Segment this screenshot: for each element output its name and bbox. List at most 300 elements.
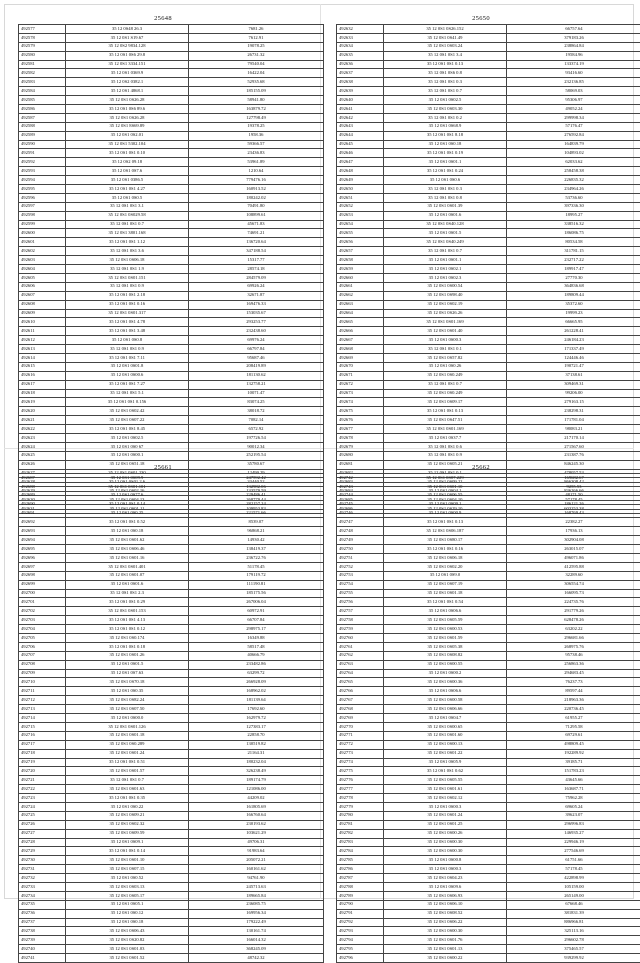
- code-cell: 35 12 0S1 0S40.128: [384, 220, 507, 229]
- table-row: [337, 474, 640, 483]
- value-cell: 53961.89: [189, 158, 324, 167]
- code-cell: 35 12 0S1 0S6 0.8: [384, 69, 507, 78]
- value-cell: 1958.36: [189, 131, 324, 140]
- table-row: [337, 353, 640, 362]
- table-row: [337, 527, 640, 536]
- code-cell: 35 12 0S1 0S02.19: [384, 300, 507, 309]
- table-row: [337, 829, 640, 838]
- table-row: [337, 282, 640, 291]
- code-cell: 35 12 0S2 09.18: [66, 158, 189, 167]
- value-cell: 57178.45: [507, 865, 640, 874]
- table-row: [337, 936, 640, 945]
- point-id-cell: 492656: [337, 238, 384, 247]
- point-id-cell: 492685: [337, 496, 384, 505]
- value-cell: 16349.88: [189, 634, 324, 643]
- code-cell: 35 12 0S1 5302.104: [66, 140, 189, 149]
- code-cell: 35 12 0S1 0S04.23: [384, 874, 507, 883]
- table-row: [337, 113, 640, 122]
- value-cell: 325113.16: [507, 927, 640, 936]
- table-row: [337, 767, 640, 776]
- point-id-cell: 492737: [19, 918, 66, 927]
- code-cell: 35 12 0S1 0S02.5: [384, 96, 507, 105]
- code-cell: 35 12 0S1 0S1 5.1: [66, 389, 189, 398]
- table-row: [19, 309, 324, 318]
- code-cell: 35 12 0S1 0S57.82: [384, 353, 507, 362]
- point-id-cell: 492586: [19, 105, 66, 114]
- code-cell: 35 12 0S1 0S1 4.13: [66, 616, 189, 625]
- table-row: [337, 202, 640, 211]
- point-id-cell: 492764: [337, 669, 384, 678]
- code-cell: 35 12 0S1 0S01.1: [384, 158, 507, 167]
- point-id-cell: 492707: [19, 651, 66, 660]
- point-id-cell: 492746: [337, 509, 384, 518]
- table-row: [337, 954, 640, 963]
- table-row: [19, 185, 324, 194]
- table-row: [337, 273, 640, 282]
- value-cell: 192289.92: [507, 749, 640, 758]
- value-cell: 153035.67: [189, 309, 324, 318]
- value-cell: 15317.77: [189, 256, 324, 265]
- point-id-cell: 492606: [19, 282, 66, 291]
- code-cell: 35 12 0S1 0S1 0.9: [66, 345, 189, 354]
- table-row: [337, 642, 640, 651]
- code-cell: 35 12 0S1 0S1 0.7: [66, 220, 189, 229]
- point-id-cell: 492591: [19, 149, 66, 158]
- value-cell: 94761.90: [189, 874, 324, 883]
- value-cell: 375465.57: [507, 945, 640, 954]
- point-id-cell: 492595: [19, 185, 66, 194]
- code-cell: 35 12 0S1 0S0.26: [384, 362, 507, 371]
- value-cell: 51178.45: [189, 562, 324, 571]
- code-cell: 35 12 0S1 0S1 3.48: [66, 327, 189, 336]
- code-cell: 35 12 0S1 0S1 0.52: [66, 518, 189, 527]
- point-id-cell: 492754: [337, 580, 384, 589]
- value-cell: 26731.32: [189, 51, 324, 60]
- point-id-cell: 492752: [337, 562, 384, 571]
- value-cell: 412595.88: [507, 562, 640, 571]
- code-cell: 35 12 0S1 0S04.7: [384, 714, 507, 723]
- point-id-cell: 492792: [337, 918, 384, 927]
- value-cell: 132982.06: [189, 482, 324, 491]
- code-cell: 35 12 0S1 0S01.62: [66, 536, 189, 545]
- code-cell: 35 12 0S1 0S01.169: [384, 425, 507, 434]
- value-cell: 19378.25: [189, 122, 324, 131]
- value-cell: 22382.27: [507, 518, 640, 527]
- point-id-cell: 492757: [337, 607, 384, 616]
- value-cell: 236085.75: [189, 900, 324, 909]
- value-cell: 229486.41: [189, 491, 324, 500]
- point-id-cell: 492778: [337, 794, 384, 803]
- code-cell: 35 12 0S1 3334.151: [66, 60, 189, 69]
- value-cell: 136720.64: [189, 238, 324, 247]
- point-id-cell: 492744: [337, 491, 384, 500]
- point-id-cell: 492708: [19, 660, 66, 669]
- code-cell: 35 12 0S1 0S05.9: [384, 758, 507, 767]
- table-row: [19, 220, 324, 229]
- code-cell: 35 12 0S1 0S01.6: [384, 211, 507, 220]
- value-cell: 44209.02: [189, 794, 324, 803]
- point-id-cell: 492745: [337, 500, 384, 509]
- value-cell: 232136.85: [507, 78, 640, 87]
- table-row: [337, 336, 640, 345]
- table-row: [19, 291, 324, 300]
- table-row: [337, 580, 640, 589]
- point-id-cell: 492739: [19, 936, 66, 945]
- code-cell: 35 12 0S1 0S01.76: [384, 936, 507, 945]
- table-row: [19, 451, 324, 460]
- table-row: [19, 25, 324, 34]
- value-cell: 866308.42: [507, 478, 640, 487]
- point-id-cell: 492589: [19, 131, 66, 140]
- code-cell: 35 12 0S1 0S1 2.3: [66, 589, 189, 598]
- table-row: [337, 802, 640, 811]
- code-cell: 35 12 0S1 0S37.7: [384, 433, 507, 442]
- table-row: [19, 954, 324, 963]
- table-row: [19, 607, 324, 616]
- value-cell: 498809.45: [507, 740, 640, 749]
- table-row: [337, 211, 640, 220]
- value-cell: 166014.32: [189, 936, 324, 945]
- table-row: [19, 78, 324, 87]
- value-cell: 40666.79: [189, 651, 324, 660]
- table-row: [337, 945, 640, 954]
- value-cell: 186121.26: [507, 500, 640, 509]
- point-id-cell: 492731: [19, 865, 66, 874]
- value-cell: 83074.25: [189, 398, 324, 407]
- value-cell: 76237.73: [507, 678, 640, 687]
- point-id-cell: 492674: [337, 398, 384, 407]
- point-id-cell: 492717: [19, 740, 66, 749]
- value-cell: 130161.74: [189, 927, 324, 936]
- point-id-cell: 492665: [337, 318, 384, 327]
- value-cell: 49052.24: [507, 105, 640, 114]
- value-cell: 80534.58: [507, 238, 640, 247]
- table-row: [337, 176, 640, 185]
- value-cell: 256863.36: [507, 660, 640, 669]
- point-id-cell: 492693: [19, 527, 66, 536]
- table-row: [19, 500, 324, 509]
- table-row: [19, 345, 324, 354]
- code-cell: 35 12 0S1 0S06.46: [66, 545, 189, 554]
- code-cell: 35 12 0S1 0S01.16: [66, 554, 189, 563]
- point-id-cell: 492776: [337, 776, 384, 785]
- value-cell: 103621.29: [189, 829, 324, 838]
- code-cell: 35 12 0S1 0S01.11: [66, 505, 189, 514]
- data-table: [18, 473, 324, 963]
- value-cell: 49706.31: [189, 838, 324, 847]
- value-cell: 166760.64: [189, 811, 324, 820]
- table-row: [337, 433, 640, 442]
- code-cell: 35 12 0S1 0S00.58: [384, 696, 507, 705]
- table-row: [19, 714, 324, 723]
- point-id-cell: 492580: [19, 51, 66, 60]
- value-cell: 130519.82: [189, 740, 324, 749]
- point-id-cell: 492623: [19, 433, 66, 442]
- value-cell: 66665.95: [507, 318, 640, 327]
- value-cell: 67668.46: [507, 900, 640, 909]
- table-row: [337, 131, 640, 140]
- table-row: [19, 158, 324, 167]
- point-id-cell: 492718: [19, 749, 66, 758]
- table-row: [19, 758, 324, 767]
- value-cell: 160161.62: [189, 865, 324, 874]
- value-cell: 277546.69: [507, 847, 640, 856]
- point-id-cell: 492635: [337, 51, 384, 60]
- point-id-cell: 492723: [19, 794, 66, 803]
- table-row: [19, 442, 324, 451]
- code-cell: 35 12 0S1 0S00.13: [384, 740, 507, 749]
- table-row: [19, 918, 324, 927]
- table-row: [337, 554, 640, 563]
- value-cell: 52935.68: [189, 78, 324, 87]
- table-row: [337, 669, 640, 678]
- value-cell: 99206.00: [507, 389, 640, 398]
- point-id-cell: 492793: [337, 927, 384, 936]
- value-cell: 63202.22: [507, 625, 640, 634]
- point-id-cell: 492615: [19, 362, 66, 371]
- table-row: [19, 202, 324, 211]
- point-id-cell: 492733: [19, 882, 66, 891]
- point-id-cell: 492670: [337, 362, 384, 371]
- point-id-cell: 492616: [19, 371, 66, 380]
- code-cell: 35 12 0S1 0S1 0.156: [66, 398, 189, 407]
- code-cell: 35 12 0S1 0S01.317: [66, 309, 189, 318]
- table-row: [19, 625, 324, 634]
- table-row: [337, 309, 640, 318]
- table-row: [337, 416, 640, 425]
- value-cell: 299998.34: [507, 113, 640, 122]
- code-cell: 35 12 0S1 0S05.59: [384, 616, 507, 625]
- table-row: [337, 265, 640, 274]
- point-id-cell: 492584: [19, 87, 66, 96]
- code-cell: 35 12 0S1 0S02.32: [66, 820, 189, 829]
- table-row: [337, 758, 640, 767]
- code-cell: 35 12 0S1 0S1 0.7: [384, 380, 507, 389]
- code-cell: 35 12 0S1 0S01.13: [384, 945, 507, 954]
- table-row: [19, 256, 324, 265]
- table-row: [19, 247, 324, 256]
- value-cell: 338516.32: [507, 220, 640, 229]
- code-cell: 35 12 0S1 0S00.65: [384, 722, 507, 731]
- table-row: [19, 936, 324, 945]
- code-cell: 35 12 0S1 0S77.6: [66, 491, 189, 500]
- code-cell: 35 12 0S1 0S20.82: [66, 936, 189, 945]
- value-cell: 217170.14: [507, 433, 640, 442]
- point-id-cell: 492694: [19, 536, 66, 545]
- code-cell: 35 12 0S1 0S1 0.29: [66, 598, 189, 607]
- value-cell: 169476.33: [189, 300, 324, 309]
- table-row: [337, 838, 640, 847]
- point-id-cell: 492691: [19, 509, 66, 518]
- value-cell: 32289.60: [507, 571, 640, 580]
- point-id-cell: 492630: [19, 496, 66, 505]
- value-cell: 27770.30: [507, 273, 640, 282]
- point-id-cell: 492771: [337, 731, 384, 740]
- point-id-cell: 492583: [19, 78, 66, 87]
- table-row: [19, 722, 324, 731]
- code-cell: 35 12 0S1 0S01.63: [66, 785, 189, 794]
- code-cell: 35 12 0S1 0S1 4.27: [66, 185, 189, 194]
- point-id-cell: 492773: [337, 749, 384, 758]
- point-id-cell: 492713: [19, 705, 66, 714]
- table-row: [337, 651, 640, 660]
- code-cell: 35 12 0S1 0S07.19: [384, 580, 507, 589]
- table-row: [19, 829, 324, 838]
- table-row: [19, 562, 324, 571]
- code-cell: 35 12 0S1 0S05.21: [384, 460, 507, 469]
- code-cell: 35 12 0S1 0S01.101: [66, 482, 189, 491]
- table-row: [19, 794, 324, 803]
- point-id-cell: 492608: [19, 300, 66, 309]
- table-row: [19, 425, 324, 434]
- point-id-cell: 492648: [337, 167, 384, 176]
- panel-title: 25662: [336, 463, 626, 473]
- code-cell: 35 12 0S1 0S06.22: [384, 918, 507, 927]
- value-cell: 229946.19: [507, 838, 640, 847]
- table-row: [337, 345, 640, 354]
- code-cell: 35 12 0S1 0S00.6: [66, 371, 189, 380]
- point-id-cell: 492706: [19, 642, 66, 651]
- point-id-cell: 492636: [337, 60, 384, 69]
- point-id-cell: 492794: [337, 936, 384, 945]
- point-id-cell: 492696: [19, 554, 66, 563]
- code-cell: 35 12 0S1 0S1 0.13: [384, 60, 507, 69]
- code-cell: 35 12 0S1 0S01.230: [66, 469, 189, 478]
- value-cell: 111190.81: [189, 580, 324, 589]
- code-cell: 35 12 0S1 0S01.07: [66, 571, 189, 580]
- point-id-cell: 492700: [19, 589, 66, 598]
- value-cell: 127798.49: [189, 113, 324, 122]
- table-row: [337, 696, 640, 705]
- value-cell: 19584.96: [507, 51, 640, 60]
- value-cell: 58517.48: [189, 642, 324, 651]
- code-cell: 35 12 0S1 0S05.17: [66, 891, 189, 900]
- value-cell: 186086.75: [507, 229, 640, 238]
- value-cell: 190721.47: [507, 362, 640, 371]
- value-cell: 185175.56: [189, 589, 324, 598]
- table-row: [337, 865, 640, 874]
- code-cell: 35 12 0S1 0S0.6: [384, 176, 507, 185]
- code-cell: 35 12 0S1 0S47.51: [384, 416, 507, 425]
- point-id-cell: 492680: [337, 451, 384, 460]
- point-id-cell: 492760: [337, 634, 384, 643]
- value-cell: 66757.64: [507, 25, 640, 34]
- value-cell: 291779.26: [507, 607, 640, 616]
- value-cell: 276592.84: [507, 131, 640, 140]
- point-id-cell: 492661: [337, 282, 384, 291]
- point-id-cell: 492749: [337, 536, 384, 545]
- code-cell: 35 12 0S1 0S09.17: [384, 398, 507, 407]
- point-id-cell: 492682: [337, 469, 384, 478]
- point-id-cell: 492730: [19, 856, 66, 865]
- value-cell: 7612.91: [189, 33, 324, 42]
- table-row: [337, 847, 640, 856]
- code-cell: 35 12 0S1 0S1 3.6: [66, 247, 189, 256]
- point-id-cell: 492753: [337, 571, 384, 580]
- code-cell: 35 12 0S1 0S00.53: [384, 625, 507, 634]
- point-id-cell: 492763: [337, 660, 384, 669]
- point-id-cell: 492676: [337, 416, 384, 425]
- table-row: [337, 918, 640, 927]
- code-cell: 35 12 0S1 0S00.36: [384, 678, 507, 687]
- table-row: [337, 220, 640, 229]
- value-cell: 89597.44: [507, 687, 640, 696]
- point-id-cell: 492751: [337, 554, 384, 563]
- point-id-cell: 492624: [19, 442, 66, 451]
- value-cell: 168962.02: [189, 687, 324, 696]
- point-id-cell: 492756: [337, 598, 384, 607]
- point-id-cell: 492692: [19, 518, 66, 527]
- value-cell: 171781.04: [507, 416, 640, 425]
- table-row: [337, 256, 640, 265]
- value-cell: 231387.76: [507, 451, 640, 460]
- value-cell: 294683.45: [507, 669, 640, 678]
- table-row: [337, 634, 640, 643]
- value-cell: 779476.16: [189, 176, 324, 185]
- code-cell: 35 12 0S1 0S0.52: [66, 874, 189, 883]
- table-row: [337, 598, 640, 607]
- value-cell: 166095.73: [507, 589, 640, 598]
- point-id-cell: 492715: [19, 722, 66, 731]
- point-id-cell: 492748: [337, 527, 384, 536]
- table-row: [19, 696, 324, 705]
- value-cell: 69729.61: [507, 731, 640, 740]
- value-cell: 234964.26: [507, 185, 640, 194]
- code-cell: 35 12 0S1 0S1 0.8: [384, 193, 507, 202]
- table-row: [19, 580, 324, 589]
- value-cell: 268975.76: [507, 642, 640, 651]
- code-cell: 35 12 0S1 0S0.5: [66, 193, 189, 202]
- point-id-cell: 492619: [19, 398, 66, 407]
- table-row: [19, 433, 324, 442]
- value-cell: 230193.62: [189, 820, 324, 829]
- code-cell: 35 12 0S1 0S01.52: [66, 954, 189, 963]
- table-row: [19, 909, 324, 918]
- code-cell: 35 12 0S1 0S01.24: [384, 811, 507, 820]
- table-row: [19, 740, 324, 749]
- point-id-cell: 492612: [19, 336, 66, 345]
- table-row: [19, 398, 324, 407]
- code-cell: 35 12 0S1 0S80.17: [384, 536, 507, 545]
- value-cell: 95687.46: [189, 353, 324, 362]
- table-row: [19, 820, 324, 829]
- point-id-cell: 492791: [337, 909, 384, 918]
- code-cell: 35 12 0S1 0S05.38: [384, 642, 507, 651]
- table-row: [19, 42, 324, 51]
- point-id-cell: 492666: [337, 327, 384, 336]
- point-id-cell: 492688: [19, 482, 66, 491]
- table-row: [337, 371, 640, 380]
- table-row: [337, 731, 640, 740]
- code-cell: 35 12 0S1 0S0.174: [66, 634, 189, 643]
- code-cell: 35 12 0S1 0S1 0.14: [66, 847, 189, 856]
- value-cell: 205072.21: [189, 856, 324, 865]
- code-cell: 35 12 0S1 0S0.289: [66, 740, 189, 749]
- value-cell: 121086.00: [189, 785, 324, 794]
- table-row: [19, 353, 324, 362]
- point-id-cell: 492611: [19, 327, 66, 336]
- table-row: [337, 785, 640, 794]
- code-cell: 35 12 0S1 0S1 8.45: [66, 425, 189, 434]
- value-cell: 60972.91: [189, 607, 324, 616]
- value-cell: 58941.80: [189, 96, 324, 105]
- code-cell: 35 12 0S1 0S06.10: [384, 900, 507, 909]
- value-cell: 132758.21: [189, 380, 324, 389]
- value-cell: 79540.04: [189, 60, 324, 69]
- value-cell: 17936.13: [507, 527, 640, 536]
- value-cell: 39623.07: [507, 811, 640, 820]
- value-cell: 478057.53: [507, 469, 640, 478]
